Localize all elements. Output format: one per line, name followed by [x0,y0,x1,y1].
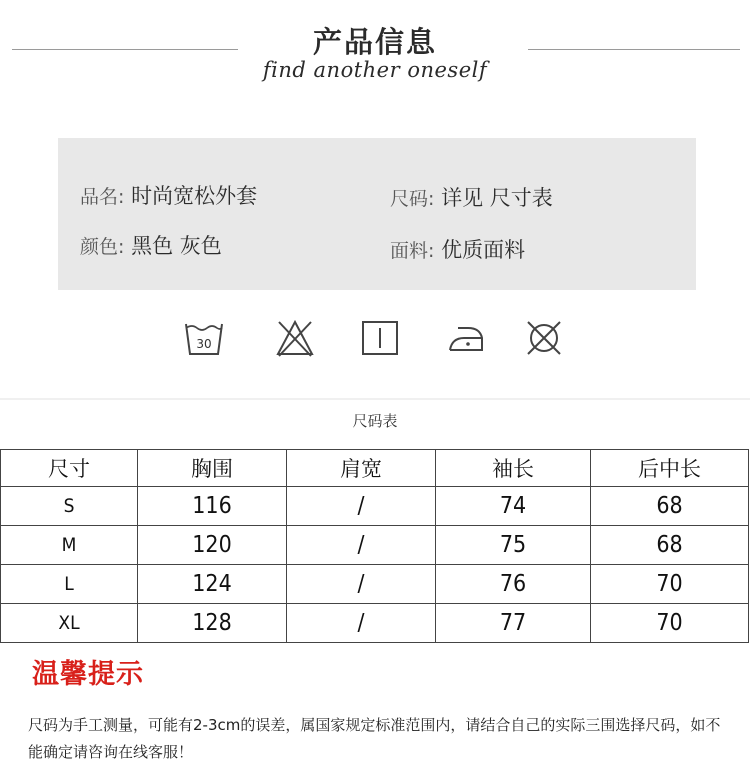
size-table [0,449,749,643]
info-name-label: 品名: [80,186,125,208]
info-color-label: 颜色: [80,236,125,258]
page-title: 产品信息 [312,25,437,59]
no-dry-clean-icon [522,316,566,360]
sleeve-cell: 77 [436,604,591,643]
chest-cell: 120 [138,526,287,565]
shoulder-cell: / [287,526,436,565]
wash-30-icon [182,316,226,360]
sleeve-cell: 75 [436,526,591,565]
tumble-dry-icon [358,316,402,360]
table-row [1,487,749,526]
tips-text: 尺码为手工测量，可能有2-3cm的误差，属国家规定标准范围内，请结合自己的实际三围选择尺码，如不能确定请咨询在线客服！ [28,716,721,761]
page-subtitle: find another oneself [262,58,488,82]
chest-cell: 116 [138,487,287,526]
header-cell: 后中长 [591,450,749,487]
length-cell: 68 [591,526,749,565]
info-size-value: 详见 尺寸表 [441,186,553,210]
length-cell: 70 [591,604,749,643]
info-fabric-value: 优质面料 [441,238,526,262]
info-fabric [390,234,525,264]
info-color-value: 黑色 灰色 [131,234,222,258]
section-divider [0,398,750,400]
product-info-box [58,138,696,290]
length-cell: 68 [591,487,749,526]
shoulder-cell: / [287,565,436,604]
wash-temp-text: 30 [196,337,212,351]
info-name [80,180,257,210]
care-icons-row [0,316,750,360]
info-size-label: 尺码: [390,188,435,210]
info-color [80,230,222,260]
header [0,0,750,100]
info-fabric-label: 面料: [390,240,435,262]
header-cell: 尺寸 [1,450,138,487]
header-cell: 肩宽 [287,450,436,487]
size-cell: M [1,526,138,565]
no-bleach-icon [273,316,317,360]
shoulder-cell: / [287,604,436,643]
size-table-header [1,450,749,487]
iron-icon [444,316,488,360]
info-name-value: 时尚宽松外套 [131,184,258,208]
length-cell: 70 [591,565,749,604]
size-table-title: 尺码表 [352,412,398,430]
table-row [1,565,749,604]
table-row [1,604,749,643]
size-cell: L [1,565,138,604]
shoulder-cell: / [287,487,436,526]
info-size [390,182,553,212]
size-cell: S [1,487,138,526]
header-cell: 胸围 [138,450,287,487]
table-row [1,526,749,565]
chest-cell: 124 [138,565,287,604]
chest-cell: 128 [138,604,287,643]
sleeve-cell: 76 [436,565,591,604]
tips-title: 温馨提示 [32,659,144,690]
header-cell: 袖长 [436,450,591,487]
size-cell: XL [1,604,138,643]
sleeve-cell: 74 [436,487,591,526]
